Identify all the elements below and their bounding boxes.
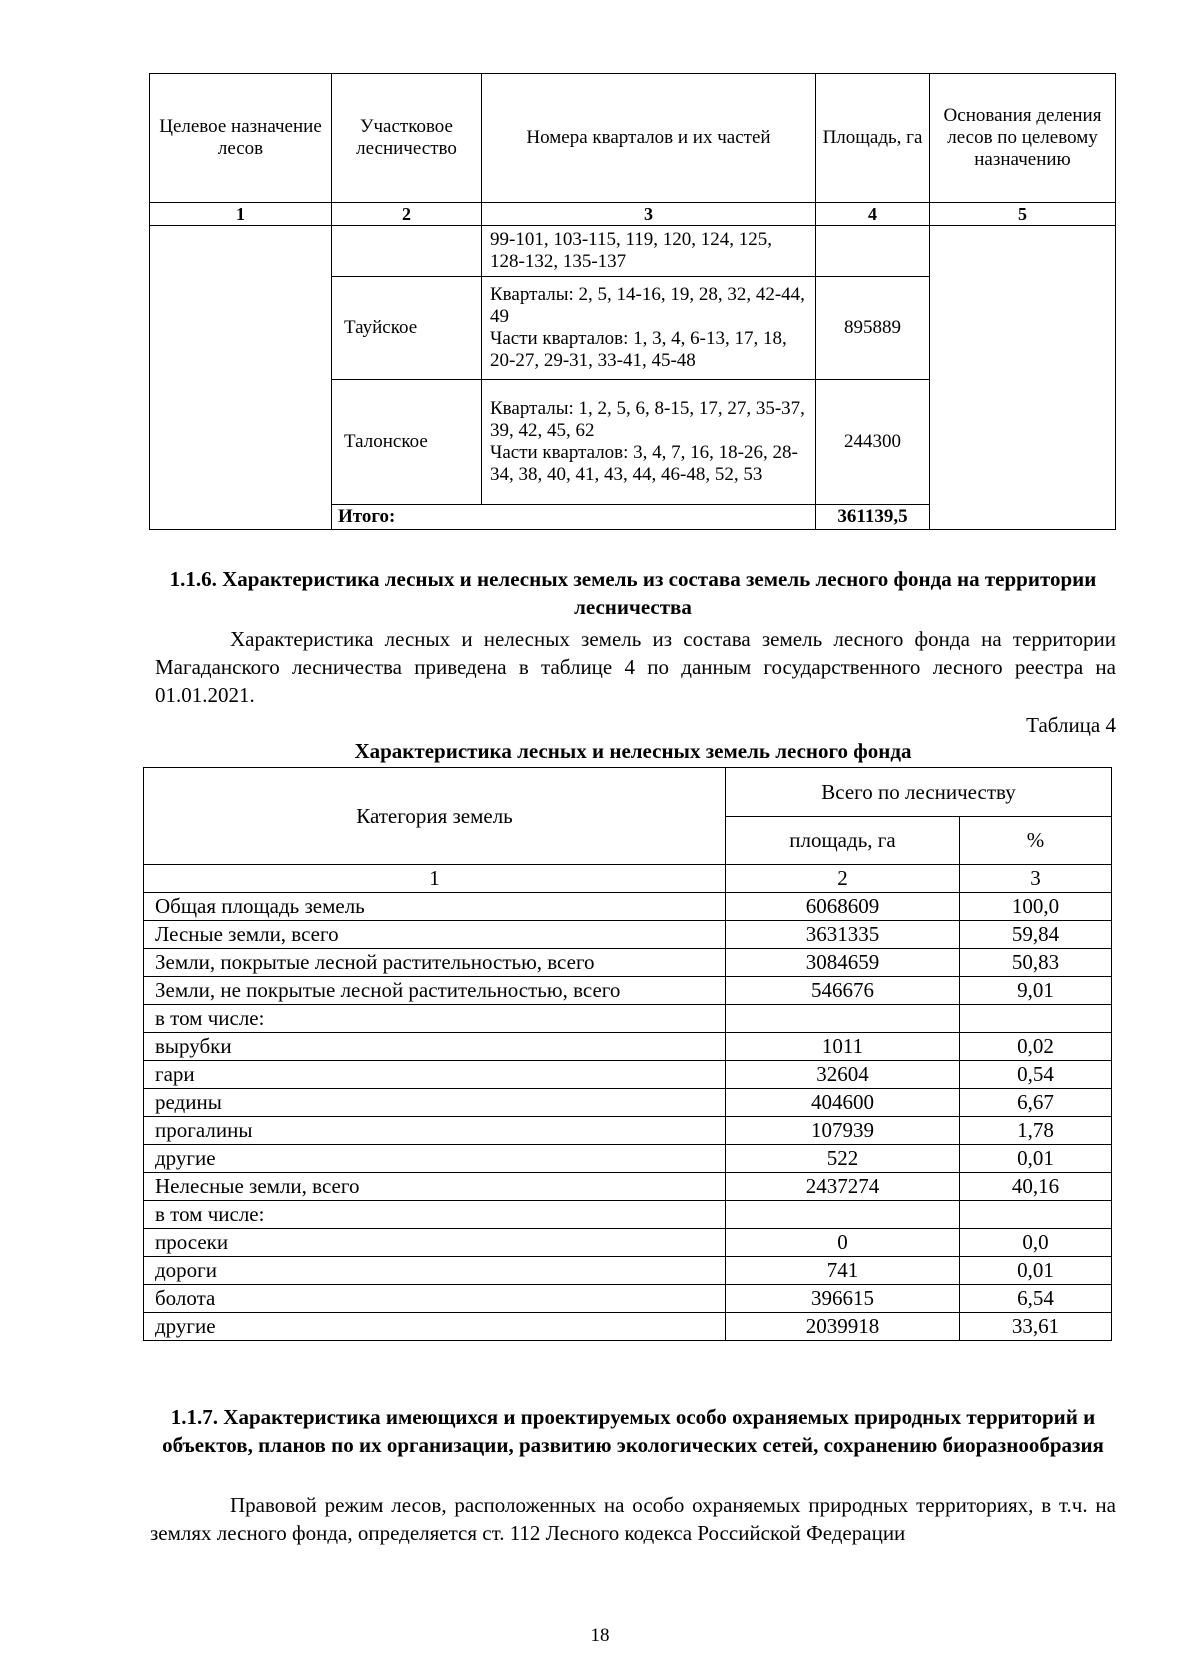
header-area: площадь, га — [726, 817, 960, 865]
pct-cell: 6,67 — [960, 1089, 1112, 1117]
category-cell: другие — [144, 1145, 726, 1173]
quarters-cell — [482, 380, 816, 505]
area-cell: 404600 — [726, 1089, 960, 1117]
col-number: 3 — [960, 865, 1112, 893]
land-category-table — [143, 767, 1112, 1341]
category-cell: Земли, не покрытые лесной растительностью, всего — [144, 977, 726, 1005]
purpose-cell — [150, 226, 332, 530]
forest-purpose-table — [149, 73, 1116, 530]
header-purpose: Целевое назначение лесов — [150, 74, 332, 203]
district-cell — [332, 226, 482, 277]
area-cell: 2039918 — [726, 1313, 960, 1341]
header-area: Площадь, га — [816, 74, 930, 203]
area-cell: 32604 — [726, 1061, 960, 1089]
header-pct: % — [960, 817, 1112, 865]
area-cell: 522 — [726, 1145, 960, 1173]
table-row — [144, 1145, 1112, 1173]
col-number: 5 — [930, 203, 1116, 226]
category-cell: другие — [144, 1313, 726, 1341]
table-row — [144, 921, 1112, 949]
table-label: Таблица 4 — [1026, 713, 1116, 737]
category-cell: Земли, покрытые лесной растительностью, всего — [144, 949, 726, 977]
area-cell — [816, 226, 930, 277]
header-district: Участковое лесничество — [332, 74, 482, 203]
category-cell: Общая площадь земель — [144, 893, 726, 921]
category-cell: гари — [144, 1061, 726, 1089]
pct-cell: 0,54 — [960, 1061, 1112, 1089]
pct-cell — [960, 1005, 1112, 1033]
table-row — [144, 949, 1112, 977]
pct-cell: 0,02 — [960, 1033, 1112, 1061]
category-cell: дороги — [144, 1257, 726, 1285]
pct-cell: 40,16 — [960, 1173, 1112, 1201]
quarters-partial: Части кварталов: 3, 4, 7, 16, 18-26, 28-34, 38, 40, 41, 43, 44, 46-48, 52, 53 — [490, 442, 798, 485]
col-number: 1 — [150, 203, 332, 226]
pct-cell: 6,54 — [960, 1285, 1112, 1313]
header-basis: Основания деления лесов по целевому назначению — [930, 74, 1116, 203]
pct-cell: 33,61 — [960, 1313, 1112, 1341]
pct-cell: 100,0 — [960, 893, 1112, 921]
district-cell: Тауйское — [332, 277, 482, 380]
pct-cell: 9,01 — [960, 977, 1112, 1005]
pct-cell: 0,01 — [960, 1257, 1112, 1285]
pct-cell — [960, 1201, 1112, 1229]
section-heading-117: 1.1.7. Характеристика имеющихся и проектируемых особо охраняемых природных территорий и объектов, планов по их организации, развитию экологических сетей, сохранению биоразнообразия — [162, 1405, 1104, 1457]
pct-cell: 0,01 — [960, 1145, 1112, 1173]
col-number: 2 — [726, 865, 960, 893]
category-cell: Лесные земли, всего — [144, 921, 726, 949]
area-cell: 2437274 — [726, 1173, 960, 1201]
col-number: 1 — [144, 865, 726, 893]
col-number: 3 — [482, 203, 816, 226]
table-row — [144, 893, 1112, 921]
quarters-cell — [482, 277, 816, 380]
category-cell: Нелесные земли, всего — [144, 1173, 726, 1201]
table-row — [144, 1005, 1112, 1033]
area-cell — [726, 1201, 960, 1229]
table-row — [150, 226, 1116, 277]
area-cell: 107939 — [726, 1117, 960, 1145]
table-row — [144, 1201, 1112, 1229]
table-row — [144, 1061, 1112, 1089]
category-cell: болота — [144, 1285, 726, 1313]
area-cell: 6068609 — [726, 893, 960, 921]
area-cell: 546676 — [726, 977, 960, 1005]
table-row — [144, 1257, 1112, 1285]
header-quarters: Номера кварталов и их частей — [482, 74, 816, 203]
basis-cell — [930, 226, 1116, 530]
total-value: 361139,5 — [816, 505, 930, 530]
section-paragraph-116: Характеристика лесных и нелесных земель из состава земель лесного фонда на территории Магаданского лесничества приведена в таблице 4 по данным государственного лесного реестра на 01.01.2021. — [155, 627, 1116, 707]
area-cell: 1011 — [726, 1033, 960, 1061]
area-cell: 0 — [726, 1229, 960, 1257]
category-cell: прогалины — [144, 1117, 726, 1145]
header-total: Всего по лесничеству — [726, 768, 1112, 817]
col-number: 4 — [816, 203, 930, 226]
section-heading-116: 1.1.6. Характеристика лесных и нелесных земель из состава земель лесного фонда на территории лесничества — [169, 567, 1097, 619]
category-cell: вырубки — [144, 1033, 726, 1061]
pct-cell: 59,84 — [960, 921, 1112, 949]
page-number: 18 — [590, 1625, 610, 1646]
area-cell: 741 — [726, 1257, 960, 1285]
total-label: Итого: — [332, 505, 816, 530]
area-cell: 396615 — [726, 1285, 960, 1313]
quarters-full: Кварталы: 2, 5, 14-16, 19, 28, 32, 42-44, 49 — [490, 284, 805, 327]
area-cell: 3084659 — [726, 949, 960, 977]
table-row — [144, 977, 1112, 1005]
area-cell: 3631335 — [726, 921, 960, 949]
table-title: Характеристика лесных и нелесных земель лесного фонда — [354, 739, 912, 763]
category-cell: редины — [144, 1089, 726, 1117]
table-row — [144, 1089, 1112, 1117]
category-cell: просеки — [144, 1229, 726, 1257]
area-cell — [726, 1005, 960, 1033]
category-cell: в том числе: — [144, 1201, 726, 1229]
district-cell: Талонское — [332, 380, 482, 505]
table-row — [144, 1313, 1112, 1341]
quarters-full: Кварталы: 1, 2, 5, 6, 8-15, 17, 27, 35-37, 39, 42, 45, 62 — [490, 398, 805, 441]
pct-cell: 1,78 — [960, 1117, 1112, 1145]
category-cell: в том числе: — [144, 1005, 726, 1033]
quarters-cell: 99-101, 103-115, 119, 120, 124, 125, 128-132, 135-137 — [482, 226, 816, 277]
table-row — [144, 1285, 1112, 1313]
quarters-partial: Части кварталов: 1, 3, 4, 6-13, 17, 18, 20-27, 29-31, 33-41, 45-48 — [490, 328, 787, 371]
pct-cell: 50,83 — [960, 949, 1112, 977]
table-row — [144, 1173, 1112, 1201]
area-cell: 895889 — [816, 277, 930, 380]
table-row — [144, 1229, 1112, 1257]
table-row — [144, 1033, 1112, 1061]
section-paragraph-117: Правовой режим лесов, расположенных на особо охраняемых природных территориях, в т.ч. на землях лесного фонда, определяется ст. 112 Лесного кодекса Российской Федерации — [150, 1493, 1116, 1545]
header-category: Категория земель — [144, 768, 726, 865]
area-cell: 244300 — [816, 380, 930, 505]
table-row — [144, 1117, 1112, 1145]
pct-cell: 0,0 — [960, 1229, 1112, 1257]
col-number: 2 — [332, 203, 482, 226]
